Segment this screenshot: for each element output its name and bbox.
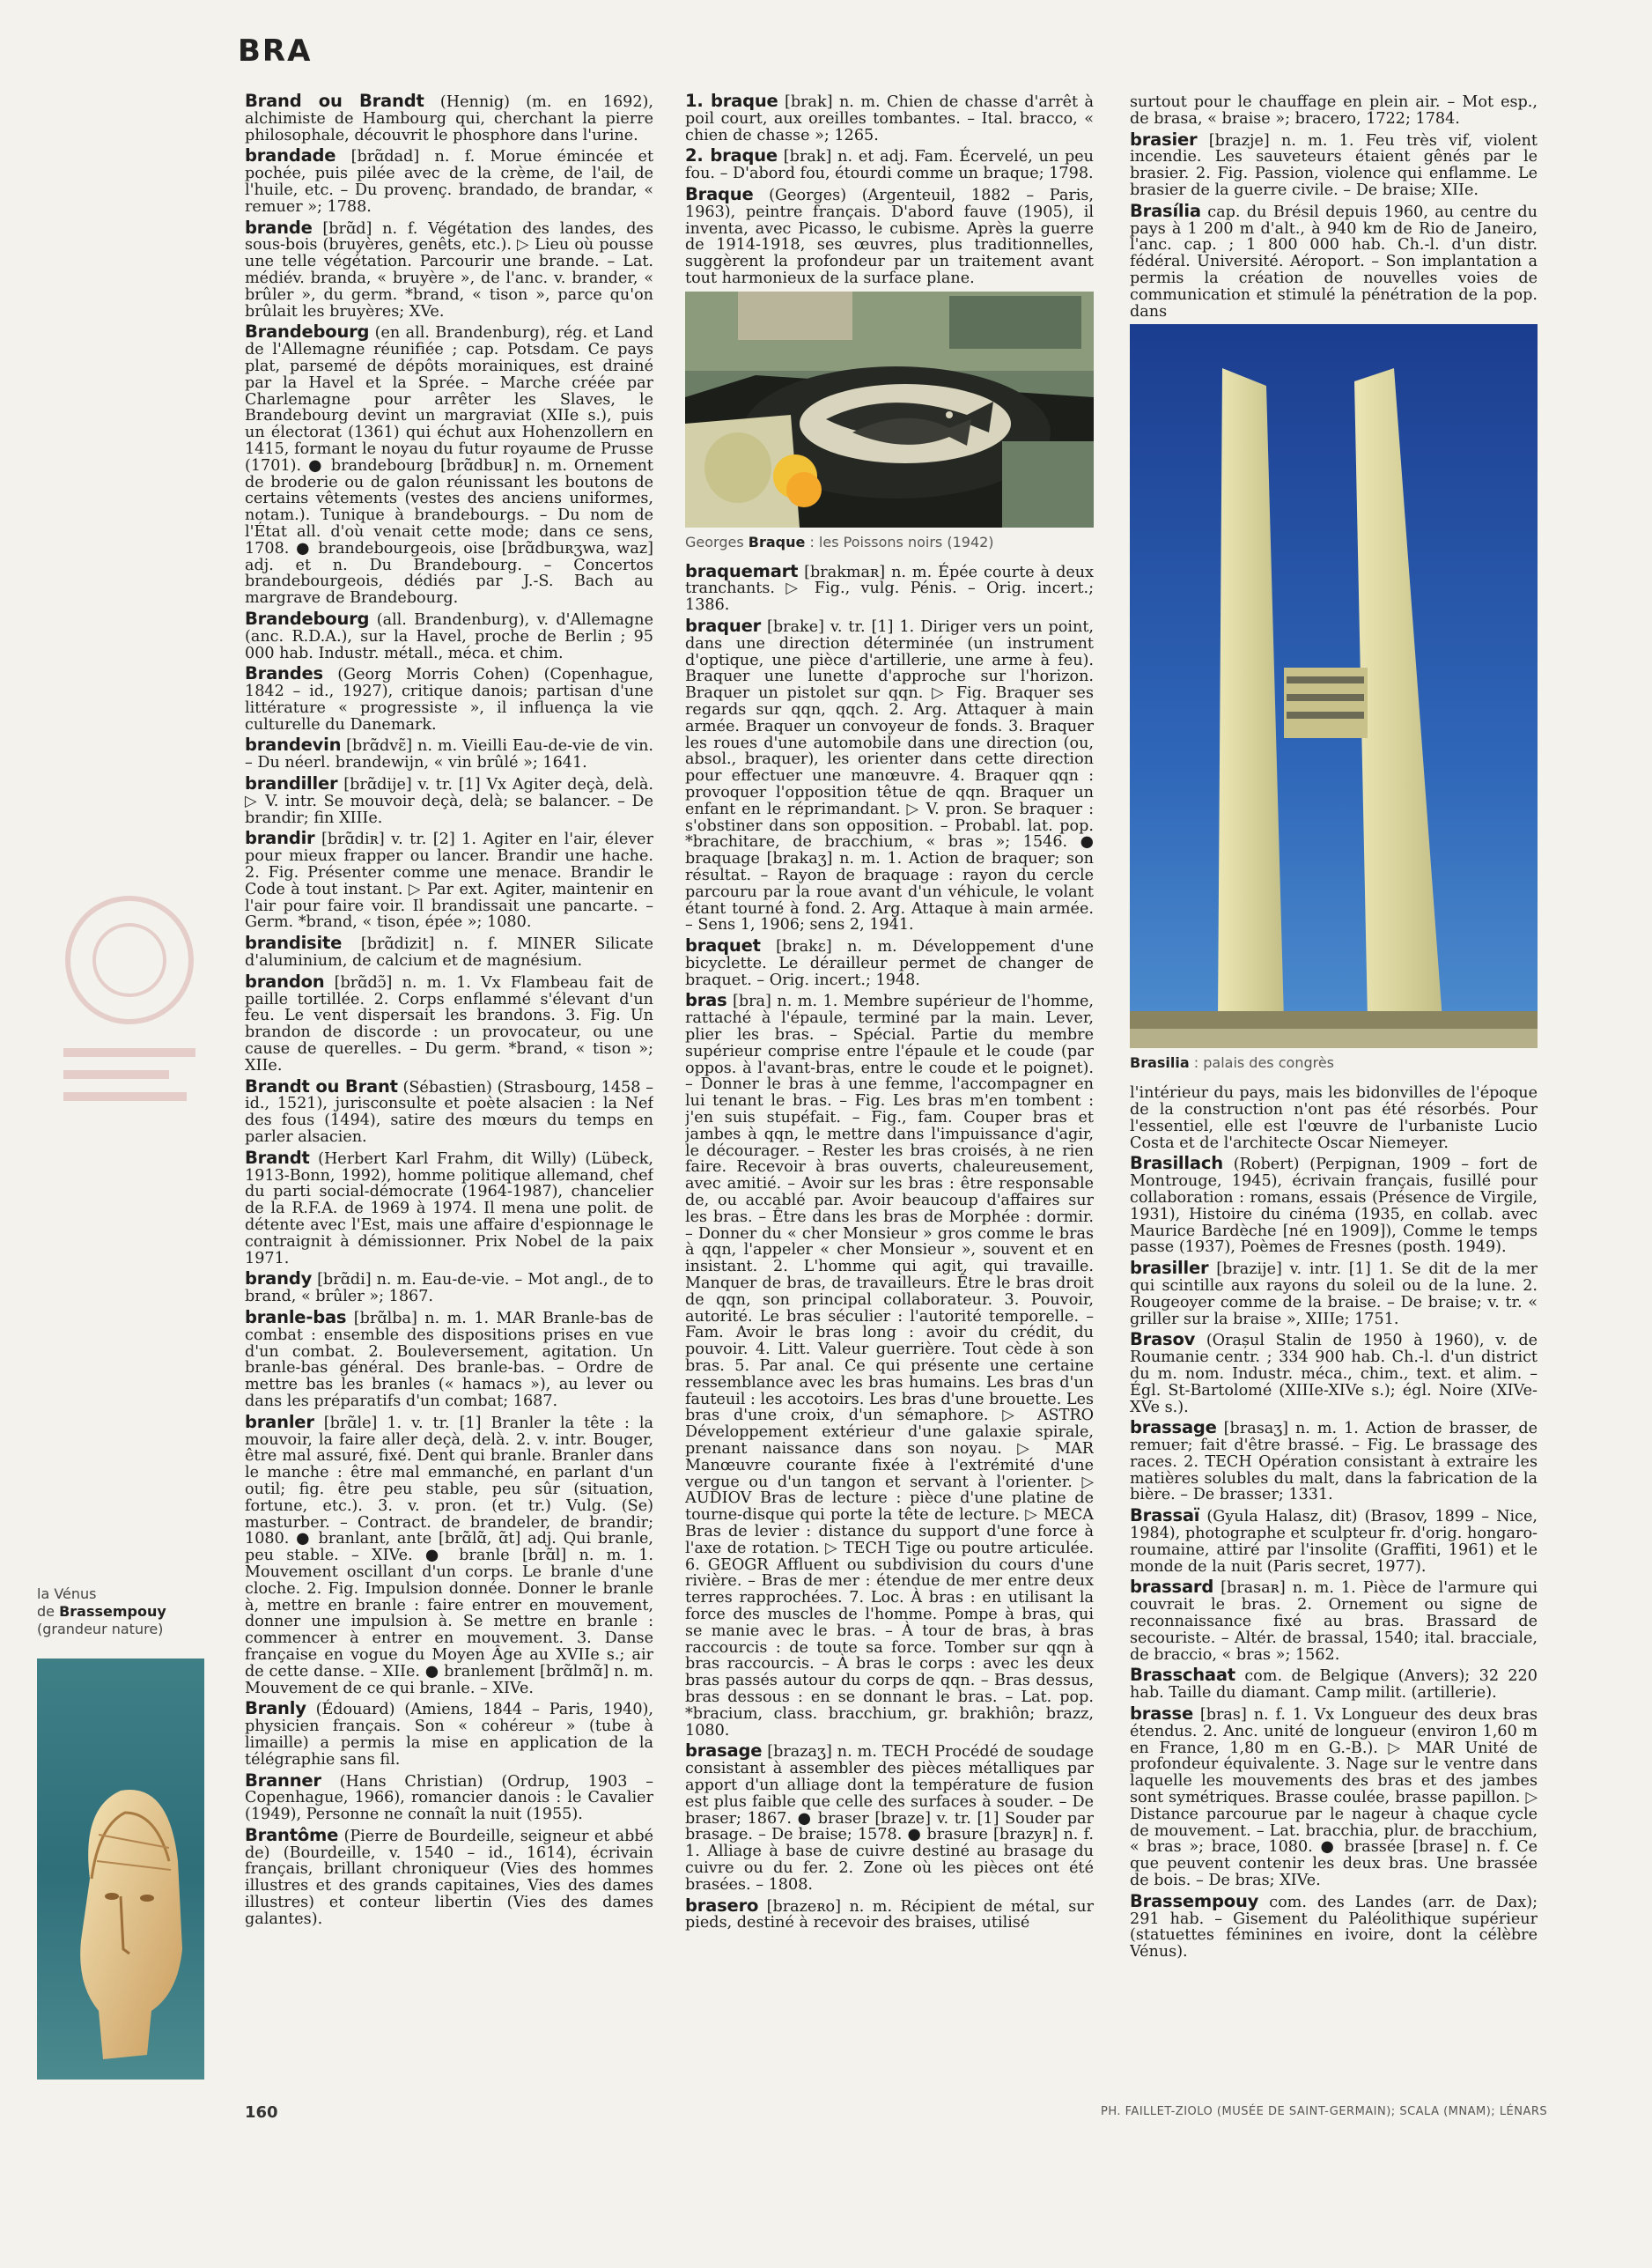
- brasilia-figure: [1130, 324, 1538, 1072]
- entry-headword: Brassempouy: [1130, 1890, 1259, 1911]
- brasilia-caption: Brasilia : palais des congrès: [1130, 1054, 1335, 1072]
- dictionary-entry: [245, 1824, 653, 1928]
- dictionary-entry: [1130, 1260, 1538, 1327]
- entry-headword: Brandt ou Brant: [245, 1075, 398, 1097]
- dictionary-entry: [685, 93, 1094, 144]
- entry-definition: [brasaʀ] n. m. 1. Pièce de l'armure qui couvrait le bras. 2. Ornement ou signe de reconnaissance fixé au bras. Brassard de secouriste. – Altér. de brassal, 1540; ital. bracciale, de braccio, « bras »; 1562.: [1130, 1579, 1538, 1664]
- dictionary-entry: [685, 145, 1094, 183]
- dictionary-entry: [685, 935, 1094, 989]
- entry-headword: brandy: [245, 1268, 313, 1289]
- entry-definition: (Hans Christian) (Ordrup, 1903 – Copenhague, 1966), romancier danois : le Cavalier (1949), Personne ne connaît la nuit (1955).: [245, 1772, 653, 1824]
- dictionary-entry: [245, 1147, 653, 1267]
- entry-headword: brande: [245, 217, 313, 238]
- dictionary-entry: [245, 321, 653, 608]
- dictionary-entry: [1130, 1579, 1538, 1663]
- entry-definition: [brazaʒ] n. m. TECH Procédé de soudage consistant à assembler des pièces métalliques par apport d'un alliage dont la température de fusion est plus faible que celle des surfaces à souder. – De braser; 1867. ● braser [braze] v. tr. [1] Souder par brasage. – De braise; 1578. ● brasure [brazyʀ] n. f. 1. Alliage à base de cuivre destiné au brasage du cuivre ou du fer. 2. Zone où les pièces ont été brasées. – 1808.: [685, 1743, 1094, 1894]
- entry-headword: Brasov: [1130, 1329, 1196, 1350]
- entry-headword: brandisite: [245, 933, 343, 954]
- entry-headword: Brasillach: [1130, 1153, 1223, 1174]
- dictionary-entry: [245, 1698, 653, 1769]
- entry-definition: (Georg Morris Cohen) (Copenhague, 1842 – id., 1927), critique danois; partisan d'une littérature « progressiste », il influença la vie culturelle du Danemark.: [245, 666, 653, 734]
- entry-definition: [brɑ̃dvɛ̃] n. m. Vieilli Eau-de-vie de vin. – Du néerl. brandewijn, « vin brûlé »; 1641.: [245, 737, 653, 772]
- entry-definition: [brɑ̃le] 1. v. tr. [1] Branler la tête : la mouvoir, la faire aller deçà, delà. 2. v. intr. Bouger, être mal assuré, fixé. Dent qui branle. Branler dans le manche : être mal emmanché, en parlant d'un outil; fig. être peu stable, peu sûr (situation, fortune, etc.). 3. v. pron. (et tr.) Vulg. (Se) masturber. – Contract. de brandeler, de brandir; 1080. ● branlant, ante [brɑ̃lɑ̃, ɑ̃t] adj. Qui branle, peu stable. – XIVe. ● branle [brɑ̃l] n. m. 1. Mouvement oscillant d'un corps. Le branle d'une cloche. 2. Fig. Impulsion donnée. Donner le branle à, mettre en branle : faire entrer en mouvement, donner une impulsion à. Se mettre en branle : commencer à entrer en mouvement. 3. Danse française en vogue du Moyen Âge au XVIIe s.; air de cette danse. – XIIe. ● branlement [brɑ̃lmɑ̃] n. m. Mouvement de ce qui branle. – XIVe.: [245, 1414, 653, 1697]
- entry-headword: brasier: [1130, 129, 1198, 150]
- venus-caption: [37, 1585, 213, 1638]
- venus-caption-line3: (grandeur nature): [37, 1621, 164, 1637]
- dictionary-entry: [1130, 1505, 1538, 1576]
- entry-definition: com. de Belgique (Anvers); 32 220 hab. Taille du diamant. Camp milit. (artillerie).: [1130, 1667, 1538, 1703]
- show-through-ghost-image: [46, 881, 213, 1233]
- column-2: [685, 93, 1094, 2084]
- entry-definition: [brɑ̃dije] v. tr. [1] Vx Agiter deçà, delà. ▷ V. intr. Se mouvoir deçà, delà; se balancer. – De brandir; fin XIIIe.: [245, 776, 653, 827]
- venus-caption-line1: la Vénus: [37, 1585, 97, 1602]
- entry-definition: (Gyula Halasz, dit) (Brasov, 1899 – Nice, 1984), photographe et sculpteur fr. d'orig. hongaro-roumaine, attiré par l'insolite (Graffiti, 1961) et le monde de la nuit (Paris secret, 1977).: [1130, 1508, 1538, 1576]
- entry-definition: [brazje] n. m. 1. Feu très vif, violent incendie. Les sauveteurs étaient gênés par le brasier. 2. Fig. Passion, violence qui enflamme. Le brasier de la guerre civile. – De braise; XIIe.: [1130, 131, 1538, 199]
- entry-definition: [brɑ̃dɔ̃] n. m. 1. Vx Flambeau fait de paille tortillée. 2. Corps enflammé s'élevant d'un feu. Le vent dispersait les brandons. 3. Fig. Un brandon de discorde : un provocateur, ou une cause de querelles. – Du germ. *brand, « tison »; XIIe.: [245, 973, 653, 1075]
- entry-headword: braquer: [685, 615, 762, 636]
- entry-headword: Branner: [245, 1769, 321, 1791]
- entry-headword: branler: [245, 1411, 314, 1432]
- entry-headword: Branly: [245, 1698, 306, 1719]
- dictionary-entry: [685, 560, 1094, 615]
- entry-definition: [brazeʀo] n. m. Récipient de métal, sur pieds, destiné à recevoir des braises, utilisé: [685, 1897, 1094, 1932]
- entry-definition: (Pierre de Bourdeille, seigneur et abbé de) (Bourdeille, v. 1540 – id., 1614), écrivain français, brillant chroniqueur (Vies des hommes illustres et des grands capitaines, Vies des dames illustres) et conteur libertin (Vies des dames galantes).: [245, 1827, 653, 1928]
- entry-headword: Brandebourg: [245, 321, 370, 343]
- entry-definition: [brɑ̃diʀ] v. tr. [2] 1. Agiter en l'air, élever pour mieux frapper ou lancer. Brandir une hache. 2. Fig. Présenter comme une menace. Brandir le Code à tout instant. ▷ Par ext. Agiter, maintenir en l'air pour faire voir. Il brandissait une pancarte. – Germ. *brand, « tison, épée »; 1080.: [245, 831, 653, 932]
- entry-definition: surtout pour le chauffage en plein air. – Mot esp., de brasa, « braise »; bracero, 1722; 1784.: [1130, 93, 1538, 128]
- dictionary-entry: [245, 971, 653, 1075]
- entry-headword: Brandt: [245, 1147, 310, 1168]
- entry-definition: (Georges) (Argenteuil, 1882 – Paris, 1963), peintre français. D'abord fauve (1905), il inventa, avec Picasso, le cubisme. Après la guerre de 1914-1918, ses œuvres, plus traditionnelles, suggèrent la profondeur par un traitement avant tout harmonieux de la surface plane.: [685, 186, 1094, 287]
- entry-definition: cap. du Brésil depuis 1960, au centre du pays à 1 200 m d'alt., à 940 km de Rio de Janeiro, l'anc. cap. ; 1 800 000 hab. Ch.-l. d'un distr. fédéral. Université. Aéroport. – Son implantation a permis la création de nouvelles voies de communication et stimulé la pénétration de la pop. dans: [1130, 203, 1538, 321]
- entry-headword: Braque: [685, 183, 754, 204]
- entry-headword: Brand ou Brandt: [245, 93, 424, 111]
- dictionary-entry: [245, 1411, 653, 1697]
- dictionary-entry: [1130, 200, 1538, 321]
- entry-headword: braquemart: [685, 560, 799, 581]
- dictionary-entry: [685, 183, 1094, 287]
- page-header-title: BRA: [238, 33, 313, 69]
- braque-figure: [685, 292, 1094, 551]
- venus-brassempouy-photo: [37, 1659, 204, 2080]
- dictionary-entry: [1130, 1084, 1538, 1151]
- dictionary-entry: [245, 145, 653, 216]
- entry-headword: 2. braque: [685, 145, 778, 166]
- entry-definition: (Herbert Karl Frahm, dit Willy) (Lübeck, 1913-Bonn, 1992), homme politique allemand, chef du parti social-démocrate (1964-1987), chancelier de la R.F.A. de 1969 à 1974. Il mena une polit. de détente avec l'Est, mais une affaire d'espionnage le contraignit à démissionner. Prix Nobel de la paix 1971.: [245, 1149, 653, 1267]
- column-3: [1130, 93, 1538, 2084]
- entry-definition: [brɑ̃di] n. m. Eau-de-vie. – Mot angl., de to brand, « brûler »; 1867.: [245, 1271, 653, 1306]
- entry-definition: [brɑ̃dad] n. f. Morue émincée et pochée, puis pilée avec de la crème, de l'ail, de l'huile, etc. – Du provenç. brandado, de brandar, « remuer »; 1788.: [245, 148, 653, 216]
- entry-definition: [brɑ̃d] n. f. Végétation des landes, des sous-bois (bruyères, genêts, etc.). ▷ Lieu où pousse une telle végétation. Parcourir une brande. – Lat. médiév. branda, « bruyère », de l'anc. v. brander, « brûler », du germ. *brand, « tison », parce qu'on brûlait les bruyères; XVe.: [245, 219, 653, 321]
- braque-poissons-noirs-painting: [685, 292, 1094, 528]
- entry-headword: brasse: [1130, 1703, 1193, 1725]
- entry-headword: Brasília: [1130, 200, 1201, 221]
- brasilia-palais-des-congres-photo: [1130, 324, 1538, 1048]
- entry-headword: braquet: [685, 935, 761, 957]
- entry-definition: (Robert) (Perpignan, 1909 – fort de Montrouge, 1945), écrivain français, fusillé pour collaboration : romans, essais (Présence de Virgile, 1931), Histoire du cinéma (1935, en collab. avec Maurice Bardèche [né en 1909]), Comme le temps passe (1937), Poèmes de Fresnes (posth. 1949).: [1130, 1156, 1538, 1257]
- photo-credits: PH. FAILLET-ZIOLO (MUSÉE DE SAINT-GERMAIN); SCALA (MNAM); LÉNARS: [1101, 2105, 1548, 2118]
- entry-headword: Brantôme: [245, 1824, 339, 1845]
- entry-headword: brandir: [245, 828, 315, 849]
- entry-definition: com. des Landes (arr. de Dax); 291 hab. – Gisement du Paléolithique supérieur (statuettes féminines en ivoire, dont la célèbre Vénus).: [1130, 1893, 1538, 1961]
- dictionary-entry: [685, 1895, 1094, 1932]
- entry-definition: [brakmaʀ] n. m. Épée courte à deux tranchants. ▷ Fig., vulg. Pénis. – Orig. incert.; 1386.: [685, 563, 1094, 615]
- dictionary-entry: [245, 1075, 653, 1147]
- venus-caption-line2: de Brassempouy: [37, 1603, 166, 1620]
- dictionary-entry: [1130, 1667, 1538, 1702]
- dictionary-entry: [245, 773, 653, 827]
- dictionary-entry: [1130, 1890, 1538, 1961]
- entry-definition: [brɑ̃lba] n. m. 1. MAR Branle-bas de combat : ensemble des dispositions prises en vue d'un combat. 2. Bouleversement, agitation. Un branle-bas général. Des branle-bas. – Ordre de mettre bas les branles (« hamacs »), au lever ou dans les préparatifs d'un combat; 1687.: [245, 1309, 653, 1410]
- entry-headword: brassage: [1130, 1417, 1217, 1438]
- entry-definition: (en all. Brandenburg), rég. et Land de l'Allemagne réunifiée ; cap. Potsdam. Ce pays plat, parsemé de dépôts morainiques, est drainé par la Havel et la Sprée. – Marche créée par Charlemagne pour arrêter les Slaves, le Brandebourg devint un margraviat (XIIe s.), puis un électorat (1361) qui échut aux Hohenzollern en 1415, formant le noyau du futur royaume de Prusse (1701). ● brandebourg [brɑ̃dbuʀ] n. m. Ornement de broderie ou de galon réunissant les boutons de certains vêtements (vestes des anciens uniformes, notam.). Tunique à brandebourgs. – Du nom de l'État all. d'où venait cette mode; dans ce sens, 1708. ● brandebourgeois, oise [brɑ̃dbuʀʒwa, waz] adj. et n. Du Brandebourg. – Concertos brandebourgeois, dédiés par J.-S. Bach au margrave de Brandebourg.: [245, 324, 653, 608]
- dictionary-entry: [245, 217, 653, 321]
- page-number: 160: [245, 2103, 278, 2122]
- entry-definition: (Sébastien) (Strasbourg, 1458 – id., 1521), jurisconsulte et poète alsacien : la Nef des fous (1494), satire des mœurs du temps en parler alsacien.: [245, 1078, 653, 1147]
- entry-headword: brassard: [1130, 1577, 1214, 1598]
- entry-definition: [bras] n. f. 1. Vx Longueur des deux bras étendus. 2. Anc. unité de longueur (environ 1,60 m en France, 1,80 m en G.-B.). ▷ MAR Unité de profondeur équivalente. 3. Nage sur le ventre dans laquelle les mouvements des bras et des jambes sont symétriques. Brasse coulée, brasse papillon. ▷ Distance parcourue par le nageur à chaque cycle de mouvement. – Lat. bracchia, plur. de bracchium, « bras »; brace, 1080. ● brassée [brase] n. f. Ce que peuvent contenir les deux bras. Une brassée de bois. – De bras; XIVe.: [1130, 1706, 1538, 1890]
- entry-headword: Brandebourg: [245, 608, 370, 629]
- column-1: [245, 93, 653, 2084]
- dictionary-entry: [685, 615, 1094, 935]
- entry-headword: brandevin: [245, 735, 342, 756]
- dictionary-entry: [245, 828, 653, 932]
- dictionary-entry: [1130, 93, 1538, 128]
- entry-definition: [brɑ̃dizit] n. f. MINER Silicate d'aluminium, de calcium et de magnésium.: [245, 935, 653, 971]
- entry-headword: brasero: [685, 1895, 759, 1916]
- dictionary-entry: [685, 1740, 1094, 1894]
- entry-headword: brasiller: [1130, 1258, 1209, 1279]
- entry-headword: brandade: [245, 145, 336, 166]
- dictionary-entry: [1130, 1417, 1538, 1504]
- entry-definition: [brazije] v. intr. [1] 1. Se dit de la mer qui scintille aux rayons du soleil ou de la lune. 2. Rougeoyer comme de la braise. – De braise; v. tr. « griller sur la braise », XIIIe; 1751.: [1130, 1260, 1538, 1328]
- dictionary-entry: [1130, 1329, 1538, 1416]
- dictionary-entry: [245, 935, 653, 970]
- entry-headword: brasage: [685, 1740, 763, 1762]
- braque-caption: Georges Braque : les Poissons noirs (1942): [685, 533, 994, 550]
- entry-headword: brandiller: [245, 773, 338, 794]
- entry-definition: (Hennig) (m. en 1692), alchimiste de Hambourg qui, cherchant la pierre philosophale, découvrit le phosphore dans l'urine.: [245, 93, 653, 144]
- entry-definition: (Orașul Stalin de 1950 à 1960), v. de Roumanie centr. ; 334 900 hab. Ch.-l. d'un district du m. nom. Industr. méca., chim., text. et alim. – Égl. St-Bartolomé (XIIIe-XIVe s.); égl. Noire (XIVe-XVe s.).: [1130, 1332, 1538, 1416]
- dictionary-entry: [245, 1769, 653, 1824]
- entry-definition: (Édouard) (Amiens, 1844 – Paris, 1940), physicien français. Son « cohéreur » (tube à limaille) a permis la mise en application de la télégraphie sans fil.: [245, 1701, 653, 1769]
- dictionary-entry: [245, 663, 653, 734]
- dictionary-entry: [245, 1306, 653, 1410]
- entry-definition: [brak] n. m. Chien de chasse d'arrêt à poil court, aux oreilles tombantes. – Ital. bracco, « chien de chasse »; 1265.: [685, 93, 1094, 144]
- dictionary-entry: [1130, 1153, 1538, 1257]
- entry-definition: [brakɛ] n. m. Développement d'une bicyclette. Le dérailleur permet de changer de braquet. – Orig. incert.; 1948.: [685, 938, 1094, 989]
- entry-headword: Brassaï: [1130, 1505, 1200, 1526]
- dictionary-entry: [1130, 1703, 1538, 1890]
- dictionary-entry: [1130, 129, 1538, 199]
- dictionary-entry: [685, 990, 1094, 1740]
- entry-headword: Brandes: [245, 663, 323, 684]
- entry-headword: 1. braque: [685, 93, 778, 111]
- dictionary-entry: [245, 737, 653, 772]
- entry-headword: bras: [685, 990, 727, 1011]
- entry-headword: branle-bas: [245, 1306, 347, 1327]
- entry-headword: brandon: [245, 971, 325, 992]
- entry-definition: [brake] v. tr. [1] 1. Diriger vers un point, dans une direction déterminée (un instrument d'optique, une pièce d'artillerie, une arme à feu). Braquer une lunette d'approche sur l'horizon. Braquer un pistolet sur qqn. ▷ Fig. Braquer ses regards sur qqn, qqch. 2. Arg. Attaquer à main armée. Braquer un convoyeur de fonds. 3. Braquer les roues d'une automobile dans une direction (ou, absol., braquer), les orienter dans cette direction pour effectuer une manœuvre. 4. Braquer qqn : provoquer l'opposition têtue de qqn. Braquer un enfant en le réprimandant. ▷ V. pron. Se braquer : s'obstiner dans son opposition. – Probabl. lat. pop. *brachitare, de bracchium, « bras »; 1546. ● braquage [brakaʒ] n. m. 1. Action de braquer; son résultat. – Rayon de braquage : rayon du cercle parcouru par la roue avant d'un véhicule, le volant étant tourné à fond. 2. Arg. Attaque à main armée. – Sens 1, 1906; sens 2, 1941.: [685, 617, 1094, 935]
- entry-definition: (all. Brandenburg), v. d'Allemagne (anc. R.D.A.), sur la Havel, proche de Berlin ; 95 000 hab. Industr. métall., méca. et chim.: [245, 610, 653, 662]
- dictionary-entry: [245, 608, 653, 662]
- entry-definition: [bra] n. m. 1. Membre supérieur de l'homme, rattaché à l'épaule, terminé par la main. Lever, plier les bras. – Spécial. Partie du membre supérieur comprise entre l'épaule et le coude (par oppos. à l'avant-bras, entre le coude et le poignet). – Donner le bras à une femme, l'accompagner en lui tenant le bras. – Fig. Les bras m'en tombent : j'en suis stupéfait. – Fig., fam. Couper bras et jambes à qqn, le mettre dans l'impuissance d'agir, le décourager. – Rester les bras croisés, à ne rien faire. Recevoir à bras ouverts, chaleureusement, avec amitié. – Avoir sur les bras : être responsable de, ou accablé par. Avoir beaucoup d'affaires sur les bras. – Être dans les bras de Morphée : dormir. – Donner du « cher Monsieur » gros comme le bras à qqn, l'appeler « cher Monsieur », souvent et en insistant. 2. L'homme qui agit, qui travaille. Manquer de bras, de travailleurs. Être le bras droit de qqn, son principal collaborateur. 3. Pouvoir, autorité. Le bras séculier : l'autorité temporelle. – Fam. Avoir le bras long : avoir du crédit, du pouvoir. 4. Litt. Valeur guerrière. Tout cède à son bras. 5. Par anal. Ce qui présente une certaine ressemblance avec les bras humains. Les bras d'un fauteuil : les accotoirs. Les bras d'une brouette. Les bras d'une croix, d'un sémaphore. ▷ ASTRO Développement extérieur d'une galaxie spirale, prenant naissance dans son noyau. ▷ MAR Manœuvre courante fixée à l'extrémité d'une vergue ou d'un tangon et servant à l'orienter. ▷ AUDIOV Bras de lecture : pièce d'une platine de tourne-disque qui porte la tête de lecture. ▷ MECA Bras de levier : distance du support d'une force à l'axe de rotation. ▷ TECH Tige ou poutre articulée. 6. GEOGR Affluent ou subdivision du cours d'une rivière. – Bras de mer : étendue de mer entre deux terres rapprochées. 7. Loc. À bras : en utilisant la force des muscles de l'homme. Pompe à bras, qui se manie avec le bras. – À tour de bras, à bras raccourcis : de toute sa force. Tomber sur qqn à bras raccourcis. – À bras le corps : avec les deux bras passés autour du corps de qqn. – Bras dessus, bras dessous : en se donnant le bras. – Lat. pop. *bracium, class. bracchium, gr. brakhiôn; brazz, 1080.: [685, 993, 1094, 1740]
- entry-definition: [brak] n. et adj. Fam. Écervelé, un peu fou. – D'abord fou, étourdi comme un braque; 1798.: [685, 148, 1094, 183]
- dictionary-entry: [245, 93, 653, 144]
- dictionary-entry: [245, 1268, 653, 1306]
- entry-definition: [brasaʒ] n. m. 1. Action de brasser, de remuer; fait d'être brassé. – Fig. Le brassage des races. 2. TECH Opération consistant à extraire les matières solubles du malt, dans la fabrication de la bière. – De brasser; 1331.: [1130, 1420, 1538, 1504]
- entry-headword: Brasschaat: [1130, 1665, 1235, 1686]
- entry-definition: l'intérieur du pays, mais les bidonvilles de l'époque de la construction n'ont pas été résorbés. Pour l'essentiel, elle est l'œuvre de l'urbaniste Lucio Costa et de l'architecte Oscar Niemeyer.: [1130, 1084, 1538, 1152]
